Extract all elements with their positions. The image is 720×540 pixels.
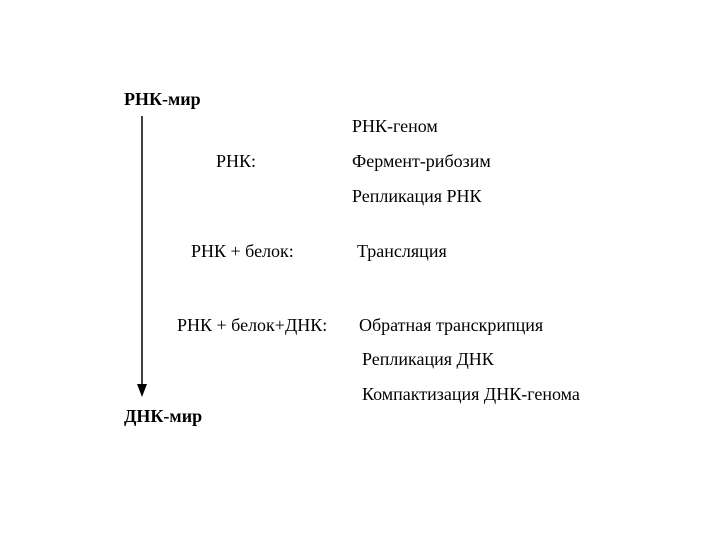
stage-item: Фермент-рибозим xyxy=(352,151,491,171)
stage-label-rna: РНК: xyxy=(216,151,257,171)
down-arrow xyxy=(132,114,152,400)
arrow-head xyxy=(137,384,147,397)
stage-item: Репликация РНК xyxy=(352,186,482,206)
dna-world-label: ДНК-мир xyxy=(124,406,203,426)
stage-item: Репликация ДНК xyxy=(362,349,494,369)
stage-label-rna-protein: РНК + белок: xyxy=(191,241,294,261)
stage-item: Компактизация ДНК-генома xyxy=(362,384,580,404)
rna-world-label: РНК-мир xyxy=(124,89,201,109)
stage-item: РНК-геном xyxy=(352,116,438,136)
stage-item: Трансляция xyxy=(357,241,447,261)
stage-item: Обратная транскрипция xyxy=(359,315,544,335)
stage-label-rna-protein-dna: РНК + белок+ДНК: xyxy=(177,315,328,335)
